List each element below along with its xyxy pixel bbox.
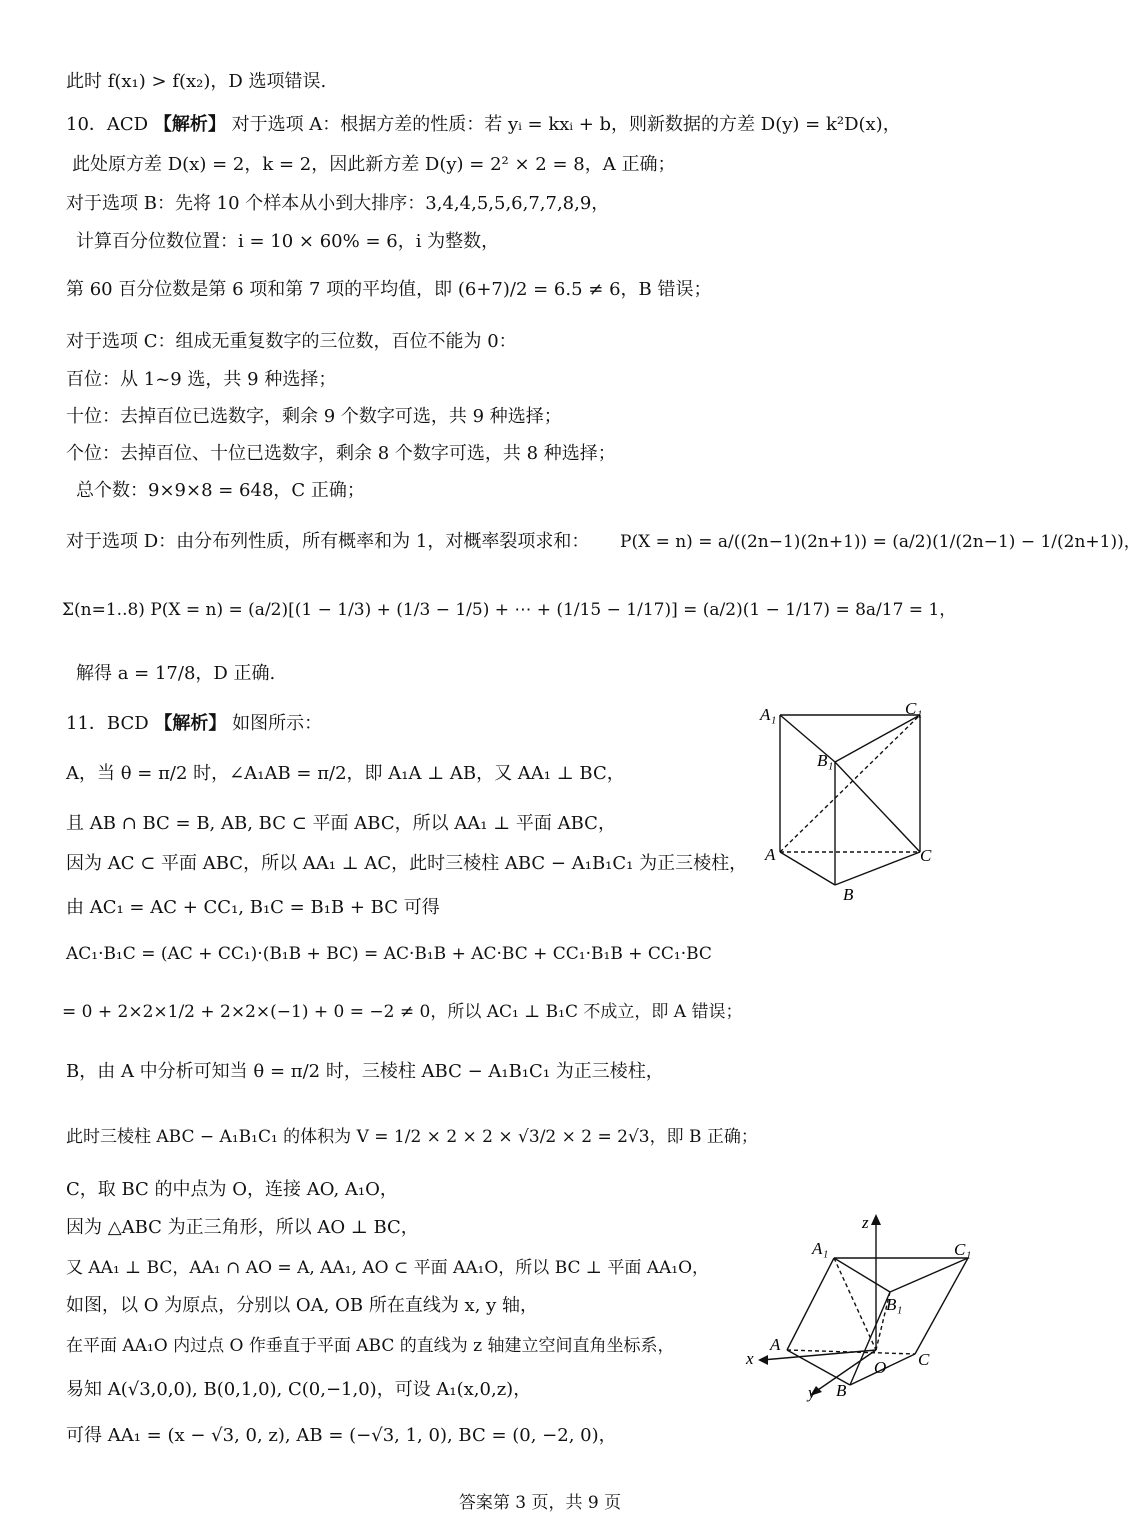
formula-line: = 0 + 2×2×1/2 + 2×2×(−1) + 0 = −2 ≠ 0，所以 AC₁ ⊥ B₁C 不成立，即 A 错误；: [62, 1002, 743, 1022]
label-C1: C₁: [954, 1240, 972, 1259]
line-13: 对于选项 D：由分布列性质，所有概率和为 1，对概率裂项求和：: [66, 531, 590, 552]
text-line: 解得 a = 17/8，D 正确.: [76, 663, 276, 684]
text-line: B，由 A 中分析可知当 θ = π/2 时，三棱柱 ABC − A₁B₁C₁ 为正三棱柱，: [66, 1061, 664, 1082]
text-line: 可得 AA₁ = (x − √3, 0, z), AB = (−√3, 1, 0), BC = (0, −2, 0)，: [66, 1425, 617, 1446]
label-A1: A₁: [812, 1239, 829, 1258]
text-line: 又 AA₁ ⊥ BC，AA₁ ∩ AO = A, AA₁, AO ⊂ 平面 AA₁O，所以 BC ⊥ 平面 AA₁O，: [66, 1258, 710, 1278]
formula-line: Σ(n=1..8) P(X = n) = (a/2)[(1 − 1/3) + (1/3 − 1/5) + ⋯ + (1/15 − 1/17)] = (a/2)(1 − 1/17) = 8a/17 = 1，: [62, 600, 957, 620]
text-line: 因为 △ABC 为正三角形，所以 AO ⊥ BC，: [66, 1217, 419, 1238]
text-line: A，当 θ = π/2 时，∠A₁AB = π/2，即 A₁A ⊥ AB，又 AA₁ ⊥ BC，: [66, 763, 625, 784]
text-line: 且 AB ∩ BC = B, AB, BC ⊂ 平面 ABC，所以 AA₁ ⊥ 平面 ABC，: [66, 813, 616, 834]
label-B1: B₁: [886, 1295, 903, 1314]
label-B: B: [843, 885, 854, 904]
text-line: 因为 AC ⊂ 平面 ABC，所以 AA₁ ⊥ AC，此时三棱柱 ABC − A₁B₁C₁ 为正三棱柱，: [66, 853, 748, 874]
text-line: 如图，以 O 为原点，分别以 OA, OB 所在直线为 x, y 轴，: [66, 1295, 539, 1316]
label-A: A: [770, 1335, 781, 1354]
coordinate-prism-figure: [740, 1210, 980, 1400]
line-0: 此时 f(x₁) > f(x₂)，D 选项错误.: [66, 71, 327, 92]
label-C: C: [918, 1350, 930, 1369]
text-line: [66, 70, 326, 94]
page-footer: 答案第 3 页，共 9 页: [458, 1493, 622, 1513]
problem-10-header: [66, 113, 901, 137]
label-y: y: [808, 1383, 816, 1402]
text-line: 此处原方差 D(x) = 2，k = 2，因此新方差 D(y) = 2² × 2 = 8，A 正确；: [72, 154, 676, 175]
text-line: 对于选项 C：组成无重复数字的三位数，百位不能为 0：: [66, 331, 517, 352]
label-B1: B₁: [817, 751, 834, 770]
problem-number: 11．BCD: [66, 713, 149, 734]
text-line: 百位：从 1~9 选，共 9 种选择；: [66, 369, 337, 390]
text-line: 计算百分位数位置：i = 10 × 60% = 6，i 为整数，: [76, 231, 500, 252]
text-line: 总个数：9×9×8 = 648，C 正确；: [76, 480, 365, 501]
label-z: z: [862, 1213, 869, 1232]
analysis-tag: 【解析】: [153, 114, 226, 135]
prism-figure: [755, 700, 955, 910]
analysis-tag: 【解析】: [154, 713, 227, 734]
text-line: 在平面 AA₁O 内过点 O 作垂直于平面 ABC 的直线为 z 轴建立空间直角坐标系，: [66, 1336, 675, 1356]
text-line: C，取 BC 的中点为 O，连接 AO, A₁O，: [66, 1179, 398, 1200]
label-O: O: [874, 1358, 887, 1377]
text-line: [66, 530, 589, 554]
problem-number: 10．ACD: [66, 114, 149, 135]
formula-line: AC₁·B₁C = (AC + CC₁)·(B₁B + BC) = AC·B₁B + AC·BC + CC₁·B₁B + CC₁·BC: [66, 944, 712, 964]
problem-11-header: [66, 712, 322, 736]
text-line: 对于选项 B：先将 10 个样本从小到大排序：3,4,4,5,5,6,7,7,8,9，: [66, 193, 610, 214]
text-line: 由 AC₁ = AC + CC₁, B₁C = B₁B + BC 可得: [66, 897, 440, 918]
formula-line: P(X = n) = a/((2n−1)(2n+1)) = (a/2)(1/(2n−1) − 1/(2n+1))，: [620, 532, 1141, 552]
text-line: 此时三棱柱 ABC − A₁B₁C₁ 的体积为 V = 1/2 × 2 × 2 × √3/2 × 2 = 2√3，即 B 正确；: [66, 1127, 758, 1147]
text-line: 个位：去掉百位、十位已选数字，剩余 8 个数字可选，共 8 种选择；: [66, 443, 616, 464]
label-C1: C₁: [905, 699, 923, 718]
label-C: C: [920, 846, 932, 865]
label-A1: A₁: [760, 705, 777, 724]
line-3: 对于选项 A：根据方差的性质：若 yᵢ = kxᵢ + b，则新数据的方差 D(y) = k²D(x)，: [231, 114, 901, 135]
line-19: 如图所示：: [232, 713, 323, 734]
text-line: 第 60 百分位数是第 6 项和第 7 项的平均值，即 (6+7)/2 = 6.5 ≠ 6，B 错误；: [66, 279, 712, 300]
text-line: 十位：去掉百位已选数字，剩余 9 个数字可选，共 9 种选择；: [66, 406, 562, 427]
label-x: x: [746, 1349, 754, 1368]
text-line: 易知 A(√3,0,0), B(0,1,0), C(0,−1,0)，可设 A₁(x,0,z)，: [66, 1379, 532, 1400]
label-A: A: [765, 845, 776, 864]
label-B: B: [836, 1381, 847, 1400]
